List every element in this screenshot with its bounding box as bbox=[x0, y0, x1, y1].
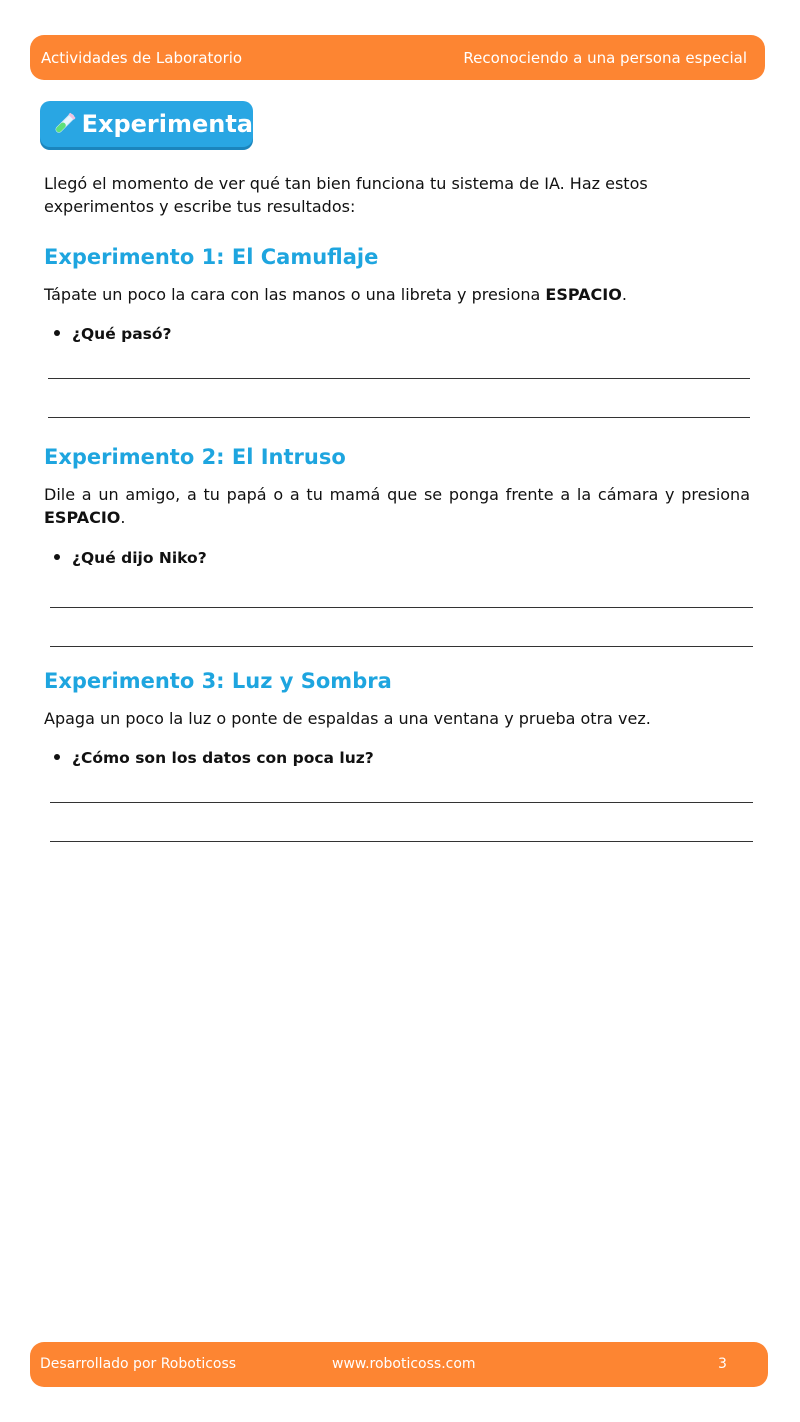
experiment-2-title: Experimento 2: El Intruso bbox=[44, 445, 346, 469]
page-header bbox=[30, 35, 765, 80]
footer-credit: Desarrollado por Roboticoss bbox=[40, 1356, 237, 1372]
footer-url[interactable]: www.roboticoss.com bbox=[332, 1356, 476, 1372]
test-tube-icon bbox=[50, 109, 79, 139]
bullet-dot bbox=[54, 754, 60, 760]
answer-line[interactable] bbox=[48, 378, 750, 379]
experiment-1-title: Experimento 1: El Camuflaje bbox=[44, 245, 379, 269]
answer-line[interactable] bbox=[50, 841, 753, 842]
bullet-dot bbox=[54, 330, 60, 336]
answer-line[interactable] bbox=[50, 802, 753, 803]
answer-line[interactable] bbox=[50, 646, 753, 647]
answer-line[interactable] bbox=[48, 417, 750, 418]
key-espacio: ESPACIO bbox=[545, 285, 622, 304]
header-right-title: Reconociendo a una persona especial bbox=[463, 48, 747, 67]
key-espacio: ESPACIO bbox=[44, 508, 121, 527]
experiment-3-text: Apaga un poco la luz o ponte de espaldas a una ventana y prueba otra vez. bbox=[44, 709, 651, 728]
section-title: Experimenta bbox=[81, 110, 253, 138]
experiment-2-question: ¿Qué dijo Niko? bbox=[54, 549, 207, 567]
experiment-3-title: Experimento 3: Luz y Sombra bbox=[44, 669, 392, 693]
page-footer bbox=[30, 1342, 768, 1387]
section-badge bbox=[40, 101, 253, 147]
experiment-2-text: Dile a un amigo, a tu papá o a tu mamá que se ponga frente a la cámara y presiona ESPACIO. bbox=[44, 485, 750, 527]
header-left-title: Actividades de Laboratorio bbox=[41, 48, 243, 67]
experiment-3-question: ¿Cómo son los datos con poca luz? bbox=[54, 749, 374, 767]
bullet-dot bbox=[54, 554, 60, 560]
intro-text: Llegó el momento de ver qué tan bien funciona tu sistema de IA. Haz estos experimentos y escribe tus resultados: bbox=[44, 174, 648, 216]
experiment-1-text: Tápate un poco la cara con las manos o una libreta y presiona ESPACIO. bbox=[44, 285, 627, 304]
answer-line[interactable] bbox=[50, 607, 753, 608]
page-number: 3 bbox=[718, 1356, 727, 1372]
experiment-1-question: ¿Qué pasó? bbox=[54, 325, 172, 343]
